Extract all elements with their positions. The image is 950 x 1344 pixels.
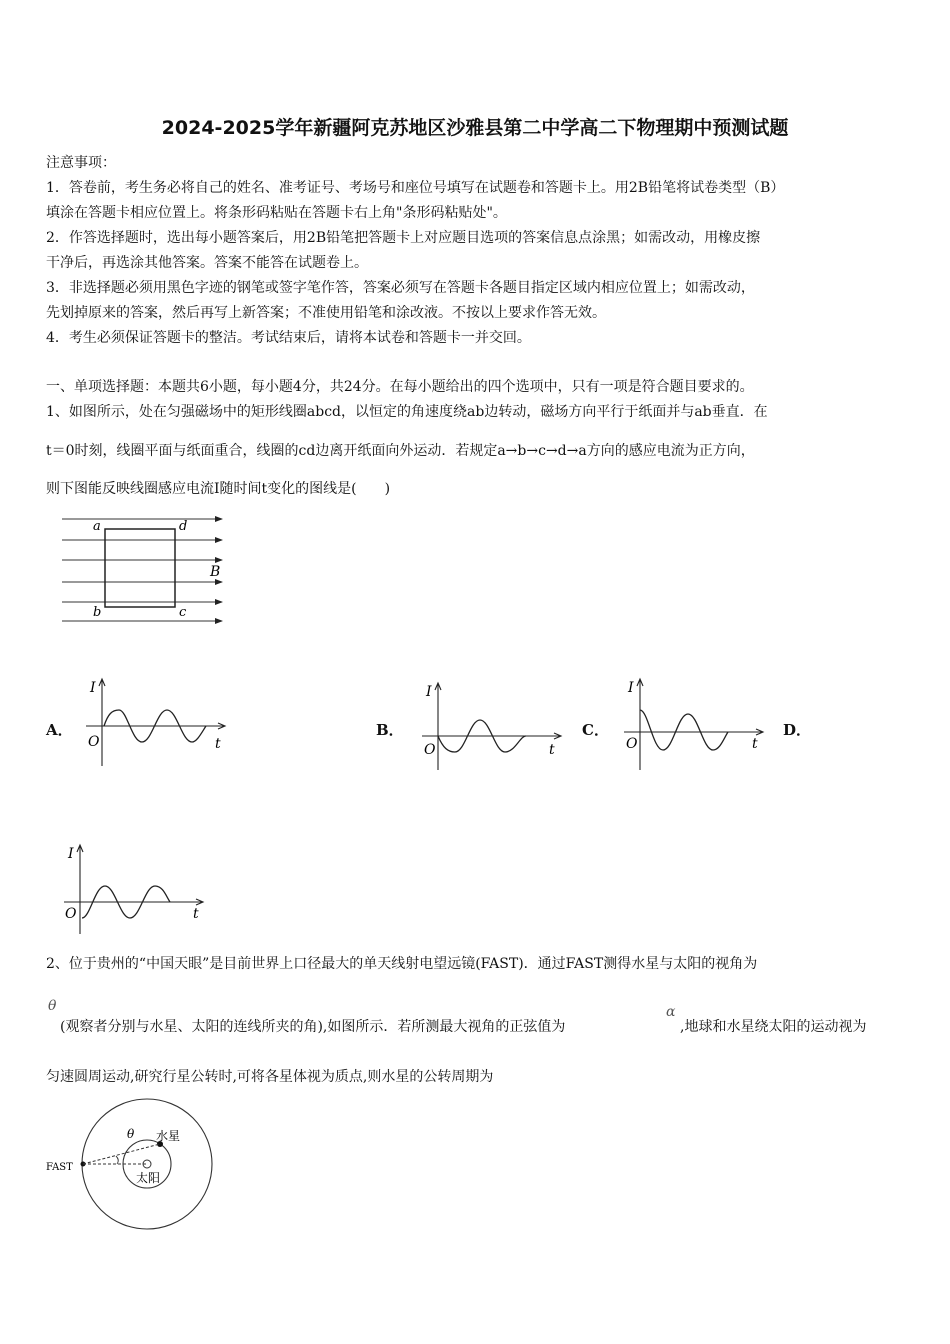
sun-label: 太阳	[136, 1171, 161, 1185]
notice-line-7: 4．考生必须保证答题卡的整洁。考试结束后，请将本试卷和答题卡一并交回。	[46, 330, 531, 346]
q1-line-1: 1、如图所示，处在匀强磁场中的矩形线圈abcd，以恒定的角速度绕ab边转动，磁场方向平行于纸面并与ab垂直．在	[46, 404, 768, 420]
a-origin: O	[88, 734, 100, 750]
corner-c: c	[179, 605, 187, 620]
d-origin: O	[65, 906, 77, 922]
a-axis-i: I	[90, 680, 96, 696]
q2-line-2: (观察者分别与水星、太阳的连线所夹的角),如图所示．若所测最大视角的正弦值为	[60, 1019, 566, 1035]
d-axis-t: t	[193, 906, 199, 922]
fast-label: FAST	[46, 1162, 73, 1173]
notice-line-5: 3．非选择题必须用黑色字迹的钢笔或签字笔作答，答案必须写在答题卡各题目指定区域内相应位置上；如需改动，	[46, 280, 755, 296]
alpha-symbol: α	[666, 1004, 676, 1020]
corner-a: a	[93, 519, 101, 534]
d-axis-i: I	[68, 846, 74, 862]
field-label-b: B	[210, 564, 221, 580]
option-a-label[interactable]: A．	[46, 721, 73, 739]
corner-d: d	[179, 519, 188, 534]
orbit-figure	[44, 1096, 224, 1234]
q2-line-1: 2、位于贵州的“中国天眼”是目前世界上口径最大的单天线射电望远镜(FAST)．通过FAST测得水星与太阳的视角为	[46, 956, 758, 972]
coil-figure	[58, 514, 228, 628]
notice-line-3: 2．作答选择题时，选出每小题答案后，用2B铅笔把答题卡上对应题目选项的答案信息点涂黑；如需改动，用橡皮擦	[46, 230, 761, 246]
option-d-graph[interactable]	[60, 842, 208, 938]
notice-line-4: 干净后，再选涂其他答案。答案不能答在试题卷上。	[46, 255, 368, 271]
option-c-label[interactable]: C．	[582, 721, 609, 739]
notice-line-1: 1．答卷前，考生务必将自己的姓名、准考证号、考场号和座位号填写在试题卷和答题卡上。用2B铅笔将试卷类型（B）	[46, 180, 785, 196]
page-title: 2024-2025学年新疆阿克苏地区沙雅县第二中学高二下物理期中预测试题	[161, 117, 789, 139]
option-c-graph[interactable]	[620, 676, 768, 776]
option-c-curve	[640, 710, 728, 750]
q2-line-3: 匀速圆周运动,研究行星公转时,可将各星体视为质点,则水星的公转周期为	[46, 1069, 494, 1085]
b-axis-i: I	[426, 684, 432, 700]
b-axis-t: t	[549, 742, 555, 758]
notice-line-6: 先划掉原来的答案，然后再写上新答案；不准使用铅笔和涂改液。不按以上要求作答无效。	[46, 305, 606, 321]
mercury-label: 水星	[156, 1129, 181, 1143]
option-b-graph[interactable]	[418, 680, 566, 776]
q1-line-2: t＝0时刻，线圈平面与纸面重合，线圈的cd边离开纸面向外运动．若规定a→b→c→d→a方向的感应电流为正方向，	[46, 443, 755, 459]
b-origin: O	[424, 742, 436, 758]
notice-heading: 注意事项：	[46, 155, 116, 171]
angle-label: θ	[127, 1127, 135, 1141]
field-lines	[62, 519, 222, 621]
notice-line-2: 填涂在答题卡相应位置上。将条形码粘贴在答题卡右上角"条形码粘贴处"。	[46, 205, 507, 221]
option-a-graph[interactable]	[82, 676, 230, 772]
c-axis-t: t	[752, 736, 758, 752]
q2-line-2b: ,地球和水星绕太阳的运动视为	[680, 1019, 867, 1035]
c-axis-i: I	[628, 680, 634, 696]
corner-b: b	[93, 605, 102, 620]
q1-line-3: 则下图能反映线圈感应电流I随时间t变化的图线是( )	[46, 481, 391, 497]
coil-rectangle	[105, 529, 175, 607]
c-origin: O	[626, 736, 638, 752]
option-d-label[interactable]: D．	[783, 721, 812, 739]
theta-symbol: θ	[48, 998, 57, 1014]
a-axis-t: t	[215, 736, 221, 752]
section-heading: 一、单项选择题：本题共6小题，每小题4分，共24分。在每小题给出的四个选项中，只有一项是符合题目要求的。	[46, 379, 754, 395]
option-b-label[interactable]: B．	[376, 721, 404, 739]
